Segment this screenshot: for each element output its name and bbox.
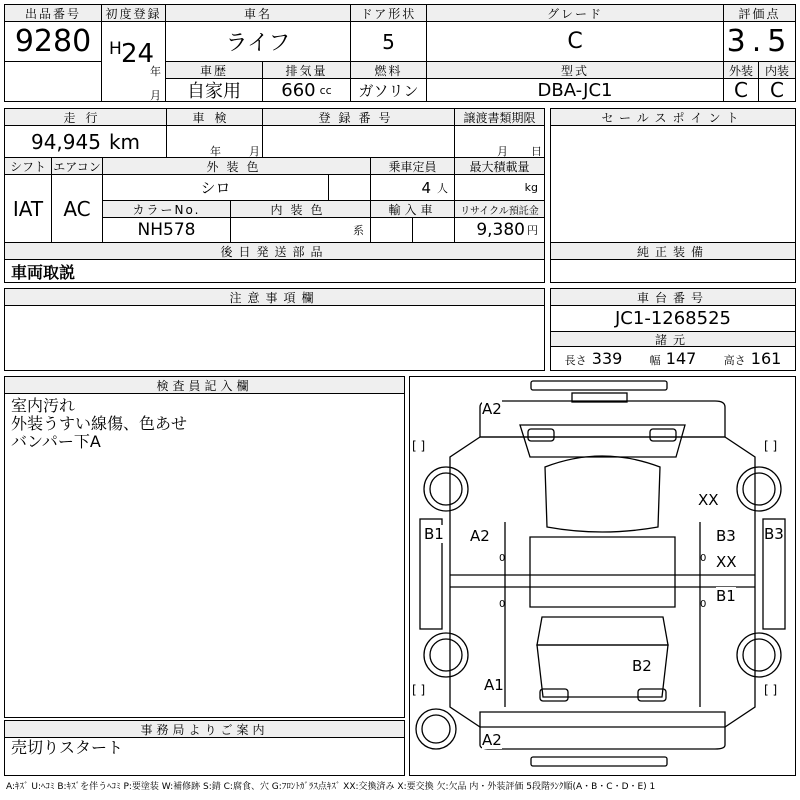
colorno-value: NH578 (103, 218, 231, 243)
mark-zero-4: 0 (700, 599, 707, 610)
dim-width (650, 349, 697, 368)
intcolor-cell (231, 218, 371, 243)
genuine-label: 純正装備 (551, 243, 795, 260)
mark-right-door3: B1 (716, 587, 736, 605)
name-label: 車名 (166, 5, 351, 22)
insp-month-unit: 月 (249, 145, 260, 158)
load-cell (455, 175, 544, 201)
mark-zero-3: 0 (700, 553, 707, 564)
import-cell-b (413, 218, 455, 243)
bracket-bl: [ ] (412, 683, 426, 697)
lot-no-blank (5, 62, 102, 101)
ext-label: 外装 (724, 62, 759, 79)
mark-right-door2: XX (716, 553, 737, 571)
spare-wheel-inner (422, 715, 450, 743)
length-label: 長さ (564, 354, 587, 367)
mark-right-upper: XX (698, 491, 719, 509)
history-label: 車歴 (166, 62, 263, 79)
inspection-label: 車検 (167, 109, 263, 126)
inspector-line-1: 室内汚れ (11, 396, 76, 415)
model-value: DBA-JC1 (427, 79, 724, 101)
mark-rear-right: B2 (632, 657, 652, 675)
load-label: 最大積載量 (455, 158, 544, 175)
bracket-br: [ ] (764, 683, 778, 697)
inspector-block (4, 376, 405, 718)
insp-year-unit: 年 (210, 145, 221, 158)
dim-height (724, 349, 782, 368)
lot-no: 9280 (5, 22, 102, 62)
load-unit: kg (524, 181, 538, 194)
mark-rear-left: A1 (484, 676, 504, 694)
mark-top: A2 (482, 400, 502, 418)
lot-no-label: 出品番号 (5, 5, 102, 22)
wheel-front-right-inner (743, 473, 775, 505)
width-label: 幅 (649, 354, 661, 367)
seats-label: 乗車定員 (371, 158, 455, 175)
chassis-label: 車台番号 (551, 289, 795, 306)
damage-legend: A:ｷｽﾞ U:ﾍｺﾐ B:ｷｽﾞを伴うﾍｺﾐ P:要塗装 W:補修跡 S:錆 C:腐食、穴 G:ﾌﾛﾝﾄｶﾞﾗｽ点ｷｽﾞ XX:交換済み X:要交換 欠:欠品 内・外装評価 5段階ﾗﾝｸ順(A・B・C・D・E) 1 (6, 782, 656, 792)
length-value: 339 (591, 349, 623, 368)
cabin-outline (530, 537, 675, 607)
sales-block (550, 108, 796, 283)
mark-bottom: A2 (482, 731, 502, 749)
height-value: 161 (750, 349, 782, 368)
office-text: 売切りスタート (11, 738, 124, 757)
tr-month-unit: 月 (497, 145, 508, 158)
mark-right-door1: B3 (716, 527, 736, 545)
fuel-label: 燃料 (351, 62, 427, 79)
grade-label: グレード (427, 5, 724, 22)
disp-cell (263, 79, 351, 101)
recycle-unit: 円 (527, 224, 538, 237)
int-label: 内装 (759, 62, 795, 79)
first-reg-label: 初度登録 (102, 5, 166, 22)
door-value: 5 (351, 22, 427, 62)
seats-value: 4 (421, 178, 431, 197)
hood-outline (480, 401, 725, 437)
sales-body (551, 126, 795, 243)
seats-cell (371, 175, 455, 201)
intcolor-label: 内装色 (231, 201, 371, 218)
era: H (109, 39, 122, 59)
mark-left-panel: B1 (424, 525, 444, 543)
score-value: 3.5 (724, 22, 795, 62)
inspector-label: 検査員記入欄 (5, 377, 404, 394)
reg-month-unit: 月 (150, 89, 161, 102)
color-blank (329, 175, 371, 201)
wheel-rear-left-inner (430, 639, 462, 671)
import-cell-a (371, 218, 413, 243)
recycle-value: 9,380 (476, 220, 525, 240)
regno-cell (263, 126, 455, 158)
notes-block (4, 288, 545, 371)
mileage-unit: km (108, 129, 141, 154)
width-value: 147 (665, 349, 697, 368)
mark-right-panel: B3 (764, 525, 784, 543)
rear-window (537, 617, 668, 645)
regno-label: 登録番号 (263, 109, 455, 126)
recycle-cell (455, 218, 544, 243)
dim-length (565, 349, 623, 368)
history-value: 自家用 (166, 79, 263, 101)
front-bumper-bar (531, 381, 667, 390)
front-light-right (650, 429, 676, 441)
rear-bumper (480, 712, 725, 749)
bracket-tr: [ ] (764, 439, 778, 453)
later-value: 車両取説 (11, 262, 76, 282)
bracket-tl: [ ] (412, 439, 426, 453)
disp-value: 660 (281, 79, 316, 101)
dims-label: 諸元 (551, 332, 795, 347)
rear-bumper-bar (531, 757, 667, 766)
disp-label: 排気量 (263, 62, 351, 79)
office-label: 事務局よりご案内 (5, 721, 404, 738)
import-label: 輸入車 (371, 201, 455, 218)
office-block (4, 720, 405, 776)
ext-value: C (724, 79, 759, 101)
shift-label: シフト (5, 158, 52, 175)
chassis-block (550, 288, 796, 371)
rear-plate (540, 689, 568, 701)
inspector-line-3: バンパー下A (11, 432, 101, 451)
grade-value: C (427, 22, 724, 62)
spec-block (4, 108, 545, 283)
car-name: ライフ (166, 22, 351, 62)
reg-year: 24 (121, 39, 155, 69)
height-label: 高さ (723, 354, 746, 367)
mark-zero-1: 0 (499, 553, 506, 564)
roof-outline (545, 456, 660, 532)
header-block (4, 4, 796, 102)
dims-row (551, 347, 795, 370)
color-label: 外装色 (103, 158, 371, 175)
later-label: 後日発送部品 (5, 243, 544, 260)
recycle-label: リサイクル預託金 (455, 201, 544, 218)
car-diagram-svg (410, 377, 795, 775)
shift-value: IAT (5, 175, 52, 243)
int-value: C (770, 79, 784, 101)
notes-label: 注意事項欄 (5, 289, 544, 306)
inspector-line-2: 外装うすい線傷、色あせ (11, 414, 188, 433)
sales-label: セールスポイント (551, 109, 795, 126)
transfer-label: 譲渡書類期限 (455, 109, 544, 126)
score-label: 評価点 (724, 5, 795, 22)
ac-value: AC (52, 175, 103, 243)
mileage-label: 走行 (5, 109, 167, 126)
disp-unit: cc (319, 83, 332, 97)
door-label: ドア形状 (351, 5, 427, 22)
tr-day-unit: 日 (531, 145, 542, 158)
colorno-label: カラーNo. (103, 201, 231, 218)
wheel-rear-right-inner (743, 639, 775, 671)
mark-left-door: A2 (470, 527, 490, 545)
model-label: 型式 (427, 62, 724, 79)
front-light-left (528, 429, 554, 441)
mark-zero-2: 0 (499, 599, 506, 610)
seats-unit: 人 (437, 181, 448, 195)
reg-year-unit: 年 (150, 65, 161, 78)
mileage-value: 94,945 (30, 129, 101, 154)
car-diagram (409, 376, 796, 776)
color-value: シロ (103, 175, 329, 201)
ac-label: エアコン (52, 158, 103, 175)
intcolor-unit: 系 (353, 224, 364, 237)
mileage-cell (5, 126, 167, 158)
chassis-value: JC1-1268525 (551, 306, 795, 332)
fuel-value: ガソリン (351, 79, 427, 101)
wheel-front-left-inner (430, 473, 462, 505)
